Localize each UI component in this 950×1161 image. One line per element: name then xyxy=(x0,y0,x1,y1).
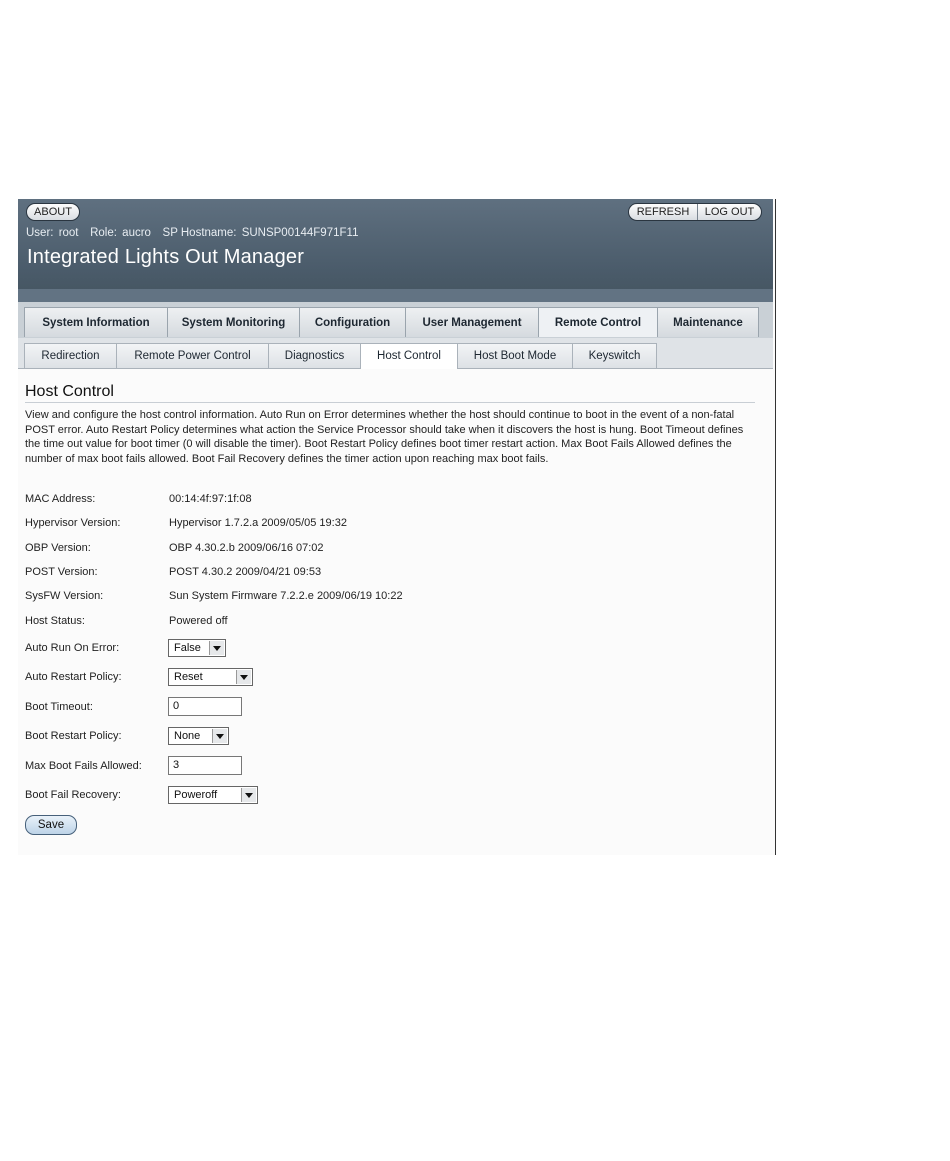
hypervisor-version-label: Hypervisor Version: xyxy=(25,517,121,529)
chevron-down-icon xyxy=(236,670,251,684)
host-status-value: Powered off xyxy=(169,615,228,627)
tab-user-management[interactable]: User Management xyxy=(405,307,539,337)
boot-timeout-input[interactable]: 0 xyxy=(168,697,242,716)
mac-address-label: MAC Address: xyxy=(25,493,96,505)
auto-restart-selected: Reset xyxy=(174,671,203,683)
obp-version-value: OBP 4.30.2.b 2009/06/16 07:02 xyxy=(169,542,324,554)
chevron-down-icon xyxy=(212,729,227,743)
header-divider xyxy=(18,289,773,302)
obp-version-label: OBP Version: xyxy=(25,542,91,554)
boot-restart-label: Boot Restart Policy: xyxy=(25,730,122,742)
page-description: View and configure the host control information. Auto Run on Error determines whether the host should continue to boot in the event of a non-fatal POST error. Auto Restart Policy determines what action the Service Processor should take when it discovers the host is hung. Boot Timeout defines the time out value for boot timer (0 will disable the timer). Boot Restart Policy defines boot timer restart action. Max Boot Fails Allowed defines the number of max boot fails allowed. Boot Fail Recovery defines the timer action upon reaching max boot fails. xyxy=(25,409,744,465)
boot-fail-recovery-selected: Poweroff xyxy=(174,789,218,801)
role-label: Role: xyxy=(90,227,117,239)
sub-tabs xyxy=(18,338,773,369)
auto-restart-select[interactable] xyxy=(168,668,253,686)
tab-system-monitoring[interactable]: System Monitoring xyxy=(167,307,300,337)
boot-timeout-label: Boot Timeout: xyxy=(25,701,93,713)
tab-maintenance[interactable]: Maintenance xyxy=(657,307,759,337)
app-title: Integrated Lights Out Manager xyxy=(27,246,305,268)
user-value: root xyxy=(58,227,79,239)
tab-system-information[interactable]: System Information xyxy=(24,307,168,337)
hostname-value: SUNSP00144F971F11 xyxy=(241,227,359,239)
sysfw-version-value: Sun System Firmware 7.2.2.e 2009/06/19 10:22 xyxy=(169,590,403,602)
page-title: Host Control xyxy=(25,383,114,400)
auto-run-label: Auto Run On Error: xyxy=(25,642,120,654)
ilom-window xyxy=(18,199,776,855)
subtab-keyswitch[interactable]: Keyswitch xyxy=(572,343,657,368)
subtab-host-control[interactable]: Host Control xyxy=(360,343,458,369)
auto-restart-label: Auto Restart Policy: xyxy=(25,671,122,683)
sysfw-version-label: SysFW Version: xyxy=(25,590,104,602)
max-boot-fails-input[interactable]: 3 xyxy=(168,756,242,775)
main-tabs xyxy=(18,302,773,338)
chevron-down-icon xyxy=(241,788,256,802)
boot-fail-recovery-label: Boot Fail Recovery: xyxy=(25,789,121,801)
tab-remote-control[interactable]: Remote Control xyxy=(538,307,658,337)
session-info xyxy=(26,227,360,239)
subtab-diagnostics[interactable]: Diagnostics xyxy=(268,343,361,368)
max-boot-fails-label: Max Boot Fails Allowed: xyxy=(25,760,142,772)
title-divider xyxy=(25,402,755,403)
tab-configuration[interactable]: Configuration xyxy=(299,307,406,337)
mac-address-value: 00:14:4f:97:1f:08 xyxy=(169,493,252,505)
utility-buttons xyxy=(628,203,762,221)
hostname-label: SP Hostname: xyxy=(162,227,237,239)
role-value: aucro xyxy=(122,227,151,239)
auto-run-select[interactable] xyxy=(168,639,226,657)
chevron-down-icon xyxy=(209,641,224,655)
boot-fail-recovery-select[interactable] xyxy=(168,786,258,804)
subtab-host-boot-mode[interactable]: Host Boot Mode xyxy=(457,343,573,368)
user-label: User: xyxy=(26,227,54,239)
post-version-value: POST 4.30.2 2009/04/21 09:53 xyxy=(169,566,322,578)
header-banner xyxy=(18,199,773,302)
logout-button[interactable]: LOG OUT xyxy=(704,206,755,218)
refresh-button[interactable]: REFRESH xyxy=(629,204,698,220)
subtab-redirection[interactable]: Redirection xyxy=(24,343,117,368)
boot-restart-select[interactable] xyxy=(168,727,229,745)
post-version-label: POST Version: xyxy=(25,566,98,578)
about-button[interactable]: ABOUT xyxy=(26,203,80,221)
auto-run-selected: False xyxy=(174,642,201,654)
host-status-label: Host Status: xyxy=(25,615,85,627)
boot-restart-selected: None xyxy=(174,730,201,742)
subtab-remote-power-control[interactable]: Remote Power Control xyxy=(116,343,269,368)
save-button[interactable]: Save xyxy=(25,815,77,835)
hypervisor-version-value: Hypervisor 1.7.2.a 2009/05/05 19:32 xyxy=(169,517,347,529)
